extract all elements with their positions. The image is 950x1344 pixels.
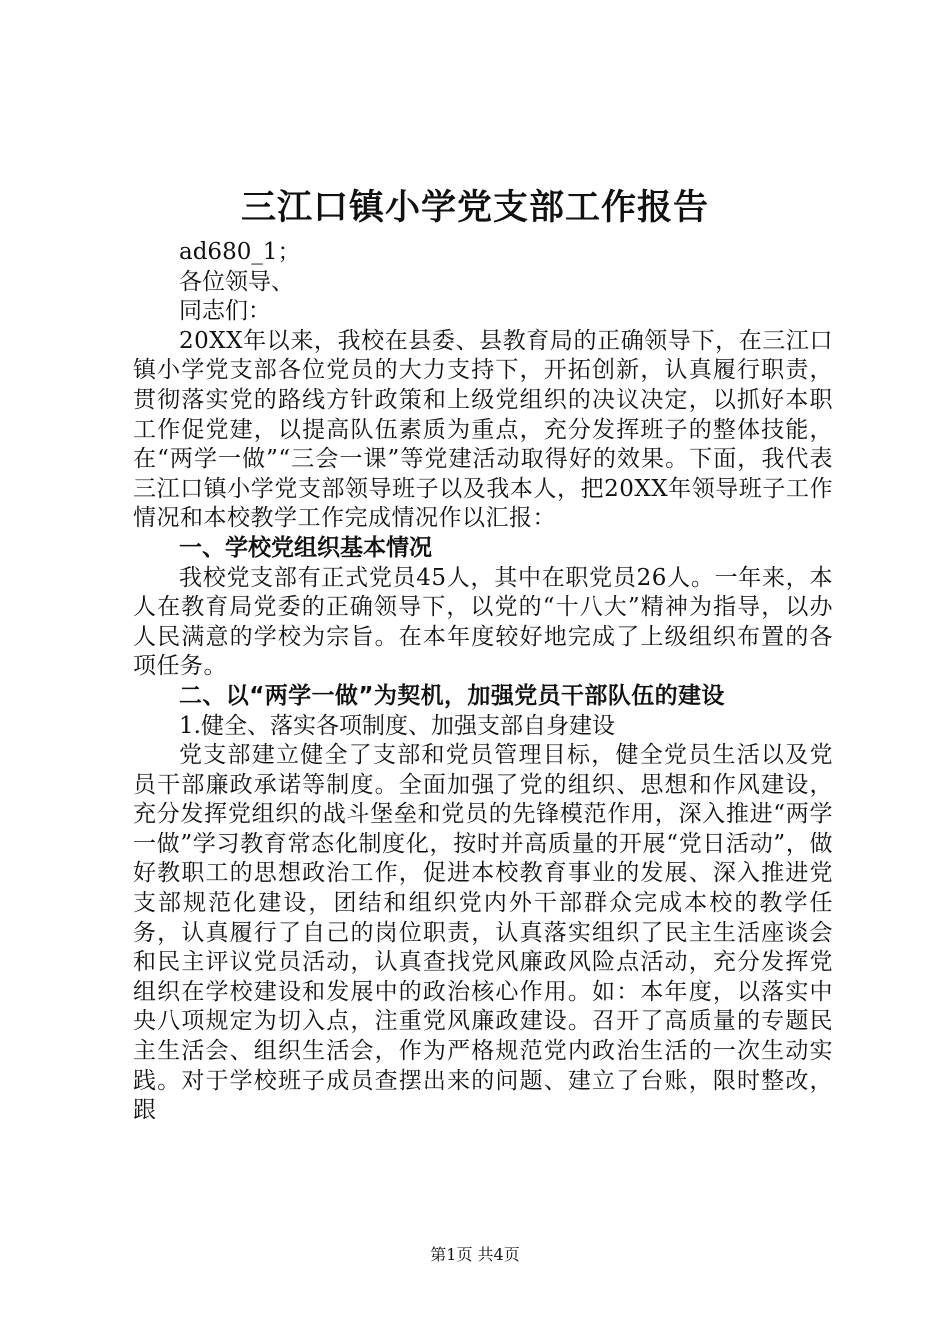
section-2-heading: 二、以“两学一做”为契机，加强党员干部队伍的建设 (179, 682, 725, 709)
salutation-line-1: 各位领导、 (179, 268, 294, 295)
document-title: 三江口镇小学党支部工作报告 (240, 187, 709, 228)
salutation-line-2: 同志们： (179, 298, 271, 325)
document-code: ad680_1； (179, 239, 301, 265)
section-1-paragraph: 我校党支部有正式党员45人，其中在职党员26人。一年来，本人在教育局党委的正确领导下，以党的“十八大”精神为指导，以办人民满意的学校为宗旨。在本年度较好地完成了上级组织布置的各项任务。 (133, 564, 833, 680)
subsection-1-paragraph: 党支部建立健全了支部和党员管理目标，健全党员生活以及党员干部廉政承诺等制度。全面加强了党的组织、思想和作风建设，充分发挥党组织的战斗堡垒和党员的先锋模范作用，深入推进“两学一做”学习教育常态化制度化，按时并高质量的开展“党日活动”，做好教职工的思想政治工作，促进本校教育事业的发展、深入推进党支部规范化建设，团结和组织党内外干部群众完成本校的教学任务，认真履行了自己的岗位职责，认真落实组织了民主生活座谈会和民主评议党员活动，认真查找党风廉政风险点活动，充分发挥党组织在学校建设和发展中的政治核心作用。如：本年度，以落实中央八项规定为切入点，注重党风廉政建设。召开了高质量的专题民主生活会、组织生活会，作为严格规范党内政治生活的一次生动实践。对于学校班子成员查摆出来的问题、建立了台账，限时整改，跟 (133, 742, 833, 1124)
intro-paragraph: 20XX年以来，我校在县委、县教育局的正确领导下，在三江口镇小学党支部各位党员的大力支持下，开拓创新，认真履行职责，贯彻落实党的路线方针政策和上级党组织的决议决定，以抓好本职工作促党建，以提高队伍素质为重点，充分发挥班子的整体技能，在“两学一做”“三会一课”等党建活动取得好的效果。下面，我代表三江口镇小学党支部领导班子以及我本人，把20XX年领导班子工作情况和本校教学工作完成情况作以汇报： (133, 327, 833, 532)
section-1-heading: 一、学校党组织基本情况 (179, 534, 432, 561)
document-body (133, 238, 833, 1126)
subsection-1-heading: 1.健全、落实各项制度、加强支部自身建设 (179, 712, 615, 739)
page-number-footer: 第1页 共4页 (430, 1245, 520, 1264)
